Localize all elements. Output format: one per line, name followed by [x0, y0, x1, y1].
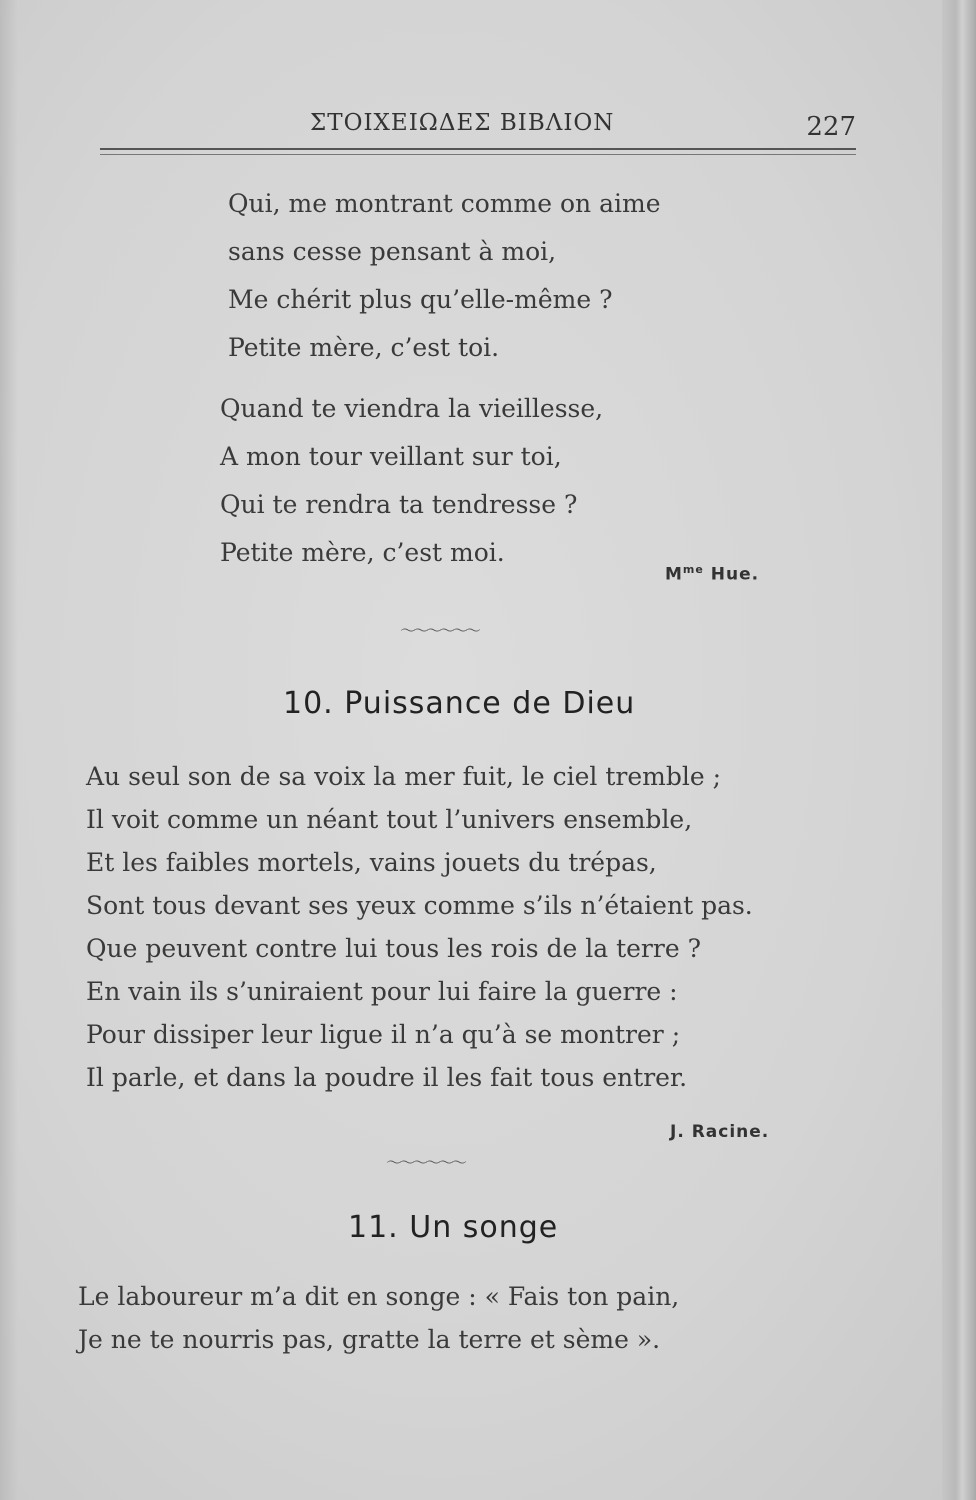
verse-line: sans cesse pensant à moi,: [228, 237, 557, 266]
verse-line: Que peuvent contre lui tous les rois de la terre ?: [86, 934, 701, 963]
verse-line: Qui te rendra ta tendresse ?: [220, 490, 578, 519]
poem-stanza-1: [228, 180, 661, 372]
verse-line: Au seul son de sa voix la mer fuit, le ciel tremble ;: [86, 762, 722, 791]
section-title-10: 10. Puissance de Dieu: [283, 686, 636, 721]
ornament-divider: 〜〜〜〜〜〜: [400, 621, 479, 640]
poem-section-11: [78, 1275, 679, 1361]
page-number: 227: [806, 112, 856, 142]
verse-line: Et les faibles mortels, vains jouets du trépas,: [86, 848, 657, 877]
verse-line: Me chérit plus qu’elle-même ?: [228, 285, 613, 314]
page-edge: [942, 0, 976, 1500]
author-attribution-hue: [665, 563, 759, 585]
verse-line: Il parle, et dans la poudre il les fait tous entrer.: [86, 1063, 688, 1092]
verse-line: Quand te viendra la vieillesse,: [220, 394, 604, 423]
verse-line: Sont tous devant ses yeux comme s’ils n’étaient pas.: [86, 891, 753, 920]
ornament-divider: 〜〜〜〜〜〜: [386, 1153, 465, 1172]
verse-line: En vain ils s’uniraient pour lui faire la guerre :: [86, 977, 678, 1006]
verse-line: Le laboureur m’a dit en songe : « Fais ton pain,: [78, 1282, 680, 1311]
verse-line: Pour dissiper leur ligue il n’a qu’à se montrer ;: [86, 1020, 681, 1049]
verse-line: Je ne te nourris pas, gratte la terre et sème ».: [78, 1325, 661, 1354]
poem-section-10: [86, 755, 753, 1099]
poem-stanza-2: [220, 385, 603, 577]
author-attribution-racine: J. Racine.: [670, 1122, 770, 1142]
header-rule-thin: [100, 154, 856, 155]
page-header: [100, 100, 860, 160]
author-prefix-sup: me: [682, 563, 704, 576]
verse-line: A mon tour veillant sur toi,: [220, 442, 562, 471]
section-title-11: 11. Un songe: [348, 1210, 559, 1245]
running-title: ΣΤΟΙΧΕΙΩΔΕΣ ΒΙΒΛΙΟΝ: [310, 110, 615, 136]
verse-line: Petite mère, c’est moi.: [220, 538, 505, 567]
page-gutter-shadow: [0, 0, 18, 1500]
author-name: Hue.: [710, 564, 760, 585]
verse-line: Petite mère, c’est toi.: [228, 333, 500, 362]
verse-line: Qui, me montrant comme on aime: [228, 189, 661, 218]
header-rule: [100, 148, 856, 150]
author-prefix: M: [665, 564, 683, 585]
verse-line: Il voit comme un néant tout l’univers ensemble,: [86, 805, 693, 834]
